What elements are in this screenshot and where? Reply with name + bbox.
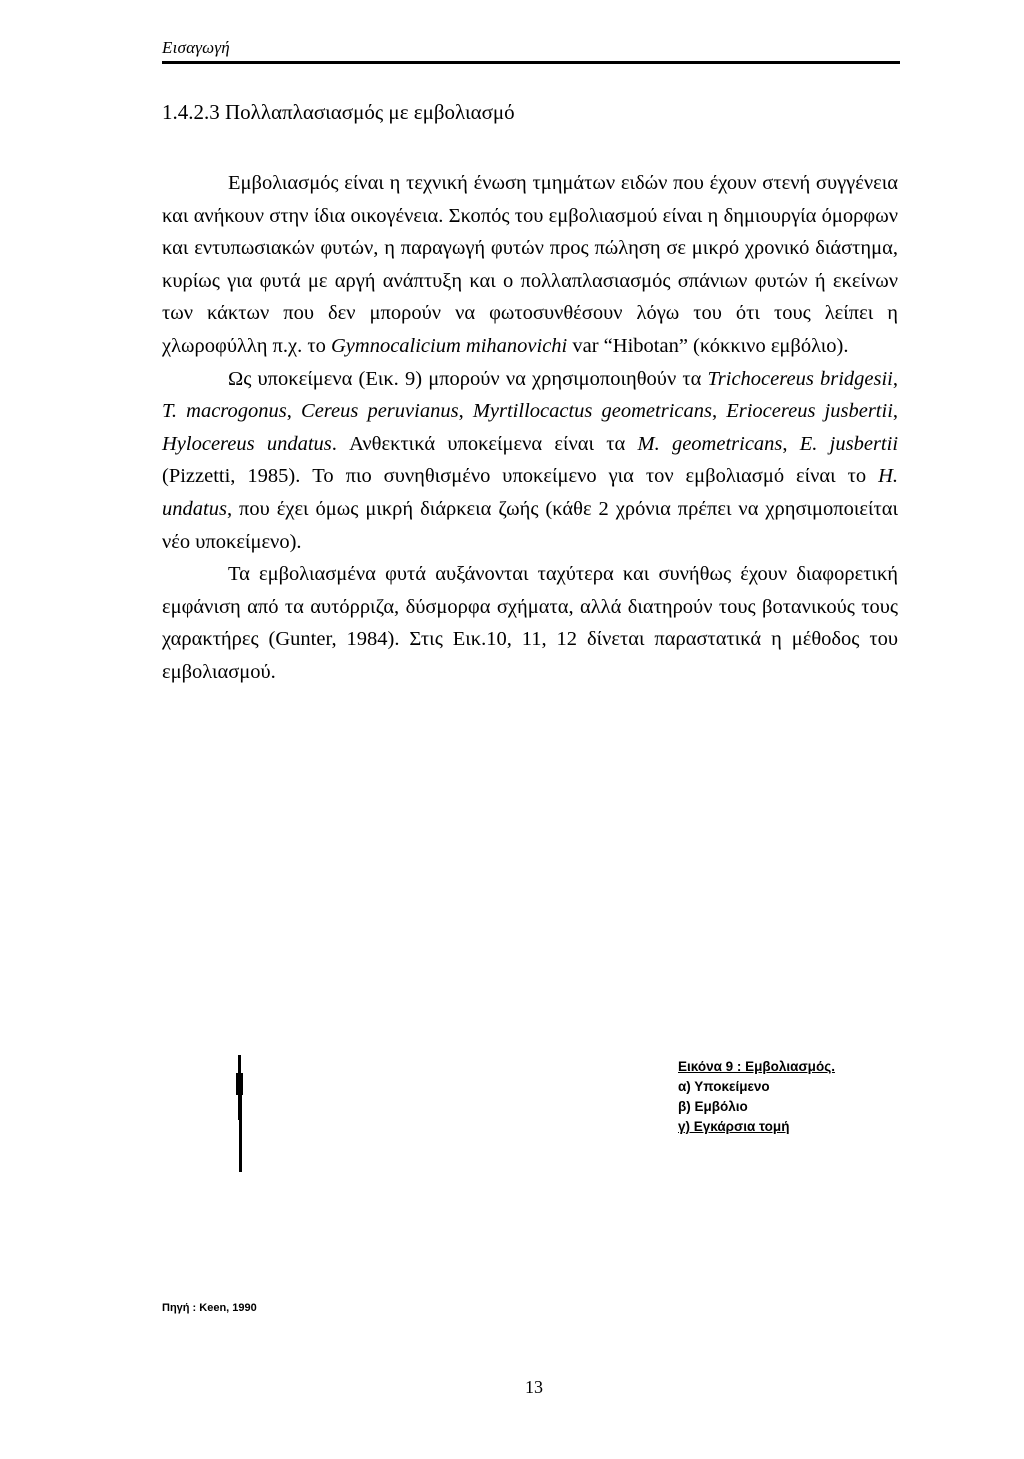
caption-title: Εικόνα 9 : Εμβολιασμός. (678, 1059, 835, 1074)
figure-mark (239, 1120, 242, 1172)
figure-mark (238, 1055, 241, 1073)
body-text (162, 167, 898, 689)
header-rule (162, 61, 900, 64)
caption-line-c: γ) Εγκάρσια τομή (678, 1119, 790, 1134)
caption-line-b: β) Εμβόλιο (678, 1099, 748, 1114)
figure-9-image (230, 1055, 260, 1175)
figure-caption (678, 1057, 835, 1137)
running-head: Εισαγωγή (162, 38, 230, 57)
source-note: Πηγή : Keen, 1990 (162, 1302, 257, 1314)
page-number: 13 (525, 1377, 543, 1397)
section-title: 1.4.2.3 Πολλαπλασιασμός με εμβολιασμό (162, 100, 515, 124)
paragraph-1: Εμβολιασμός είναι η τεχνική ένωση τμημάτων ειδών που έχουν στενή συγγένεια και ανήκουν στην ίδια οικογένεια. Σκοπός του εμβολιασμού είναι η δημιουργία όμορφων και εντυπωσιακών φυτών, η παραγωγή φυτών προς πώληση σε μικρό χρονικό διάστημα, κυρίως για φυτά με αργή ανάπτυξη και ο πολλαπλασιασμός σπάνιων φυτών ή εκείνων των κάκτων που δεν μπορούν να φωτοσυνθέσουν λόγω του ότι τους λείπει η χλωροφύλλη π.χ. το Gymnocalicium mihanovichi var “Hibotan” (κόκκινο εμβόλιο). (162, 172, 898, 357)
figure-mark (238, 1095, 242, 1120)
caption-line-a: α) Υποκείμενο (678, 1079, 770, 1094)
paragraph-3: Τα εμβολιασμένα φυτά αυξάνονται ταχύτερα και συνήθως έχουν διαφορετική εμφάνιση από τα αυτόρριζα, δύσμορφα σχήματα, αλλά διατηρούν τους βοτανικούς τους χαρακτήρες (Gunter, 1984). Στις Εικ.10, 11, 12 δίνεται παραστατικά η μέθοδος του εμβολιασμού. (162, 563, 898, 683)
figure-mark (236, 1073, 243, 1095)
paragraph-2: Ως υποκείμενα (Εικ. 9) μπορούν να χρησιμοποιηθούν τα Trichocereus bridgesii, T. macrogonus, Cereus peruvianus, Myrtillocactus geometricans, Eriocereus jusbertii, Hylocereus undatus. Ανθεκτικά υποκείμενα είναι τα M. geometricans, E. jusbertii (Pizzetti, 1985). Το πιο συνηθισμένο υποκείμενο για τον εμβολιασμό είναι το H. undatus, που έχει όμως μικρή διάρκεια ζωής (κάθε 2 χρόνια πρέπει να χρησιμοποιείται νέο υποκείμενο). (162, 367, 899, 553)
